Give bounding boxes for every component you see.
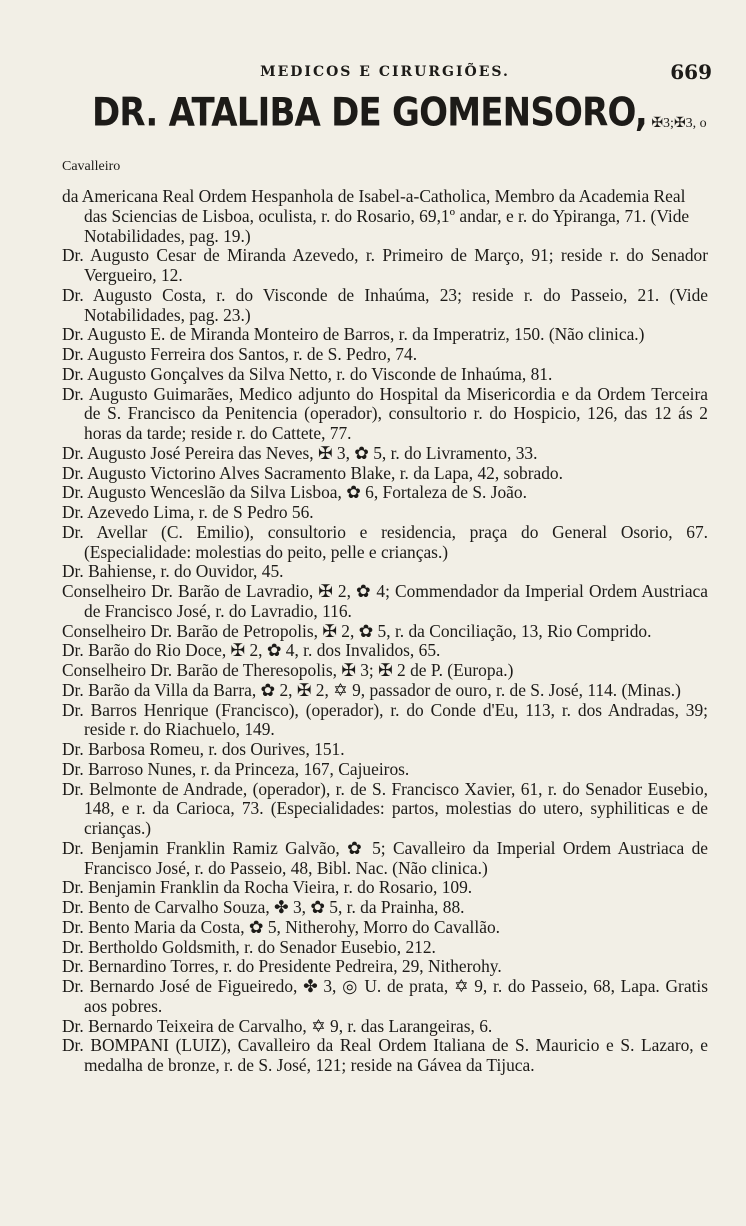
list-item: Dr. Augusto Ferreira dos Santos, r. de S. Pedro, 74. bbox=[62, 344, 418, 364]
lead-entry-name: DR. ATALIBA DE GOMENSORO, bbox=[92, 90, 647, 136]
list-item: Dr. Augusto Wenceslão da Silva Lisboa, ✿ 6, Fortaleza de S. João. bbox=[62, 482, 527, 503]
list-item: Dr. Bahiense, r. do Ouvidor, 45. bbox=[62, 561, 284, 582]
list-item: Dr. Benjamin Franklin da Rocha Vieira, r. do Rosario, 109. bbox=[62, 877, 473, 898]
list-item: Dr. Barão da Villa da Barra, ✿ 2, ✠ 2, ✡ 9, passador de ouro, r. de S. José, 114. (Minas.) bbox=[62, 679, 681, 700]
lead-entry-decorations: ✠3;✠3, o Cavalleiro bbox=[62, 116, 707, 174]
list-item: Conselheiro Dr. Barão de Lavradio, ✠ 2, ✿ 4; Commendador da Imperial Ordem Austriaca de Francisco José, r. do Lavradio, 116. bbox=[62, 581, 708, 621]
list-item: Dr. Bernardo Teixeira de Carvalho, ✡ 9, r. das Larangeiras, 6. bbox=[62, 1015, 493, 1036]
running-title: MEDICOS E CIRURGIÕES. bbox=[260, 64, 510, 80]
list-item: Conselheiro Dr. Barão de Petropolis, ✠ 2, ✿ 5, r. da Conciliação, 13, Rio Comprido. bbox=[62, 620, 652, 641]
page-number: 669 bbox=[670, 60, 712, 84]
page-header bbox=[62, 58, 712, 92]
list-item: Dr. Augusto Gonçalves da Silva Netto, r. do Visconde de Inhaúma, 81. bbox=[62, 363, 553, 384]
list-item: Dr. Belmonte de Andrade, (operador), r. de S. Francisco Xavier, 61, r. do Senador Eusebio, 148, e r. da Carioca, 73. (Especialidades: partos, molestias do utero, syphiliticas e de crianças.) bbox=[62, 778, 708, 838]
list-item: Dr. Azevedo Lima, r. de S Pedro 56. bbox=[62, 502, 314, 522]
lead-entry-text: da Americana Real Ordem Hespanhola de Isabel-a-Catholica, Membro da Academia Real das Sciencias de Lisboa, oculista, r. do Rosario, 69,1º andar, e r. do Ypiranga, 71. (Vide Notabilidades, pag. 19.) bbox=[62, 186, 690, 246]
list-item: Dr. Avellar (C. Emilio), consultorio e residencia, praça do General Osorio, 67. (Especialidade: molestias do peito, pelle e crianças.) bbox=[62, 521, 708, 562]
entry-list bbox=[62, 90, 708, 1076]
list-item: Dr. Augusto José Pereira das Neves, ✠ 3, ✿ 5, r. do Livramento, 33. bbox=[62, 442, 538, 463]
lead-entry-heading bbox=[62, 90, 708, 187]
list-item: Dr. Augusto Cesar de Miranda Azevedo, r. Primeiro de Março, 91; reside r. do Senador Vergueiro, 12. bbox=[62, 245, 708, 285]
list-item: Dr. Bernardino Torres, r. do Presidente Pedreira, 29, Nitherohy. bbox=[62, 956, 502, 977]
list-item: Dr. Barão do Rio Doce, ✠ 2, ✿ 4, r. dos Invalidos, 65. bbox=[62, 640, 441, 661]
list-item: Dr. Bernardo José de Figueiredo, ✤ 3, ◎ U. de prata, ✡ 9, r. do Passeio, 68, Lapa. Gratis aos pobres. bbox=[62, 976, 708, 1016]
list-item: Dr. Augusto E. de Miranda Monteiro de Barros, r. da Imperatriz, 150. (Não clinica.) bbox=[62, 324, 645, 345]
document-page bbox=[0, 58, 746, 1226]
list-item: Dr. Bertholdo Goldsmith, r. do Senador Eusebio, 212. bbox=[62, 936, 436, 957]
list-item: Dr. Barbosa Romeu, r. dos Ourives, 151. bbox=[62, 739, 345, 759]
list-item: Dr. BOMPANI (LUIZ), Cavalleiro da Real Ordem Italiana de S. Mauricio e S. Lazaro, e medalha de bronze, r. de S. José, 121; reside na Gávea da Tijuca. bbox=[62, 1035, 708, 1075]
list-item: Dr. Augusto Costa, r. do Visconde de Inhaúma, 23; reside r. do Passeio, 21. (Vide Notabilidades, pag. 23.) bbox=[62, 284, 708, 325]
list-item: Dr. Augusto Victorino Alves Sacramento Blake, r. da Lapa, 42, sobrado. bbox=[62, 462, 563, 483]
list-item: Dr. Benjamin Franklin Ramiz Galvão, ✿ 5; Cavalleiro da Imperial Ordem Austriaca de Francisco José, r. do Passeio, 48, Bibl. Nac. (Não clinica.) bbox=[62, 837, 708, 878]
list-item: Dr. Barroso Nunes, r. da Princeza, 167, Cajueiros. bbox=[62, 758, 410, 779]
list-item: Dr. Barros Henrique (Francisco), (operador), r. do Conde d'Eu, 113, r. dos Andradas, 39; reside r. do Riachuelo, 149. bbox=[62, 699, 708, 740]
list-item: Dr. Bento de Carvalho Souza, ✤ 3, ✿ 5, r. da Prainha, 88. bbox=[62, 897, 465, 917]
list-item: Dr. Augusto Guimarães, Medico adjunto do Hospital da Misericordia e da Ordem Terceira de S. Francisco da Penitencia (operador), consultorio r. do Hospicio, 126, das 12 ás 2 horas da tarde; reside r. do Cattete, 77. bbox=[62, 383, 708, 443]
list-item: Conselheiro Dr. Barão de Theresopolis, ✠ 3; ✠ 2 de P. (Europa.) bbox=[62, 660, 514, 680]
list-item: Dr. Bento Maria da Costa, ✿ 5, Nitherohy, Morro do Cavallão. bbox=[62, 916, 500, 937]
